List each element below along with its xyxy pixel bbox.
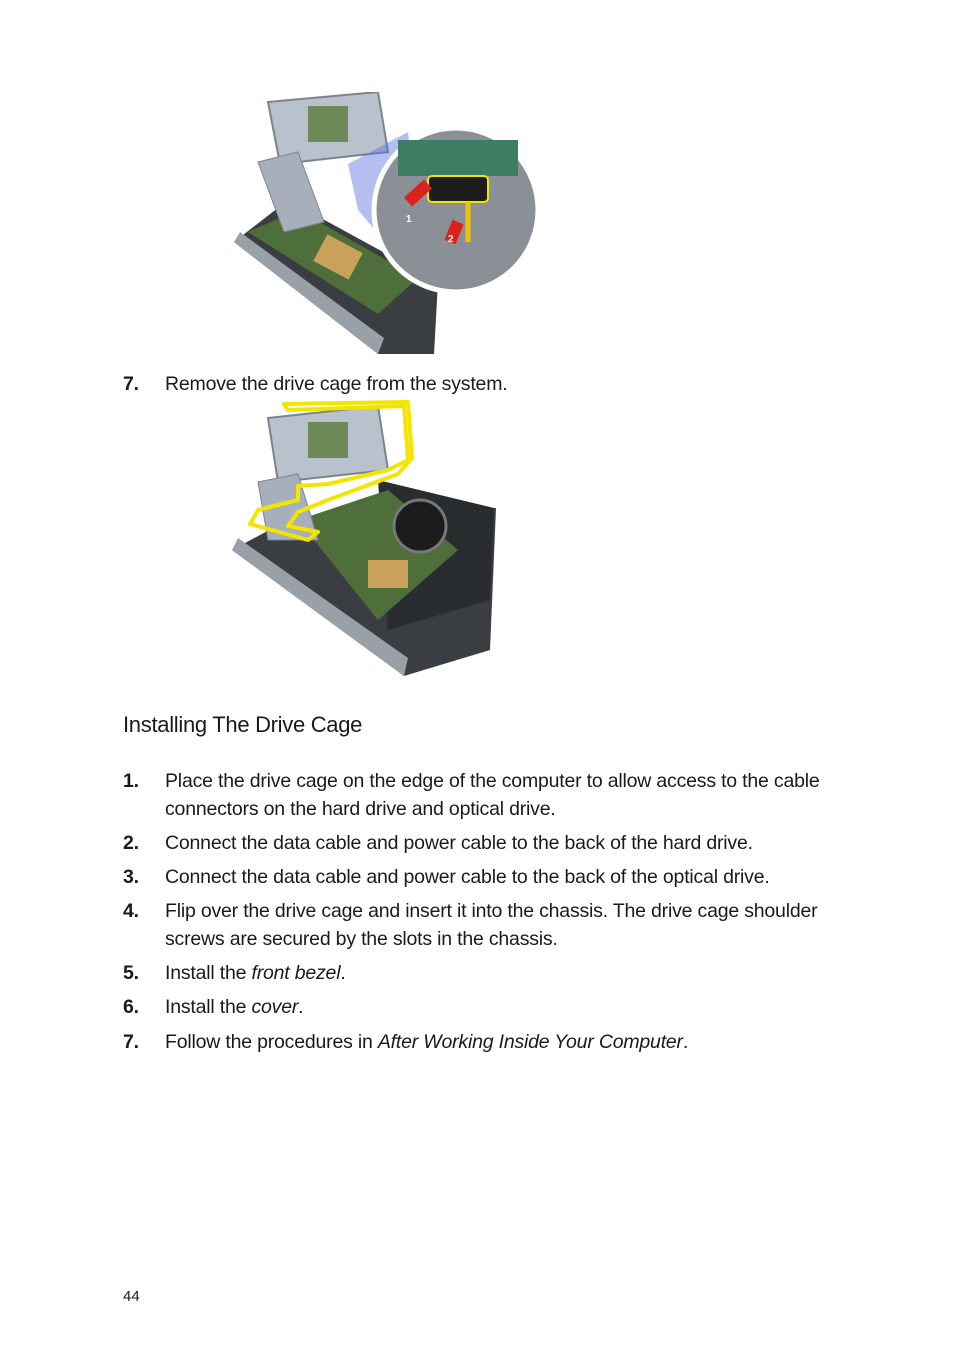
step-number: 2. <box>123 832 139 854</box>
install-step-3 <box>123 863 843 891</box>
step-text-after: . <box>682 1031 689 1053</box>
step-number: 1. <box>123 770 139 792</box>
step-text: Remove the drive cage from the system. <box>165 373 508 395</box>
hard-drive-board <box>308 106 348 142</box>
fan <box>394 500 446 552</box>
step-text: Connect the data cable and power cable to the back of the hard drive. <box>165 832 753 854</box>
step-number: 7. <box>123 1031 139 1053</box>
step-text-after: . <box>298 996 304 1018</box>
step-text <box>165 993 843 1021</box>
step-text: Connect the data cable and power cable to the back of the optical drive. <box>165 866 770 888</box>
step-text: Place the drive cage on the edge of the computer to allow access to the cable connectors on the hard drive and optical drive. <box>165 770 820 820</box>
step-text-after: . <box>340 962 346 984</box>
step-text-before: Install the <box>165 996 252 1018</box>
install-step-5 <box>123 959 843 987</box>
after-working-inside-link[interactable]: After Working Inside Your Computer <box>377 1031 683 1053</box>
page-number: 44 <box>123 1288 140 1305</box>
install-step-2 <box>123 829 843 857</box>
install-step-6 <box>123 993 843 1021</box>
drive-cable-disconnect-illustration <box>228 92 540 360</box>
hard-drive-board <box>308 422 348 458</box>
drive-cage-removal-illustration <box>228 400 504 678</box>
install-step-4 <box>123 897 843 953</box>
section-heading: Installing The Drive Cage <box>123 712 363 737</box>
step-number: 5. <box>123 962 139 984</box>
magnified-drive-board <box>398 140 518 176</box>
step-text <box>165 1028 843 1056</box>
step-text-before: Follow the procedures in <box>165 1031 378 1053</box>
magnified-connector <box>428 176 488 202</box>
install-step-7 <box>123 1028 843 1056</box>
step-number: 4. <box>123 900 139 922</box>
step-text <box>165 959 843 987</box>
front-bezel-link[interactable]: front bezel <box>251 962 341 984</box>
install-step-1 <box>123 767 843 823</box>
callout-1: 1 <box>406 214 412 225</box>
heatsink <box>368 560 408 588</box>
cover-link[interactable]: cover <box>251 996 299 1018</box>
step-number: 3. <box>123 866 139 888</box>
step-number: 7. <box>123 373 139 395</box>
step-text-before: Install the <box>165 962 252 984</box>
step-number: 6. <box>123 996 139 1018</box>
removal-step <box>123 370 843 398</box>
callout-2: 2 <box>448 234 454 245</box>
step-text: Flip over the drive cage and insert it into the chassis. The drive cage shoulder screws are secured by the slots in the chassis. <box>165 900 818 950</box>
